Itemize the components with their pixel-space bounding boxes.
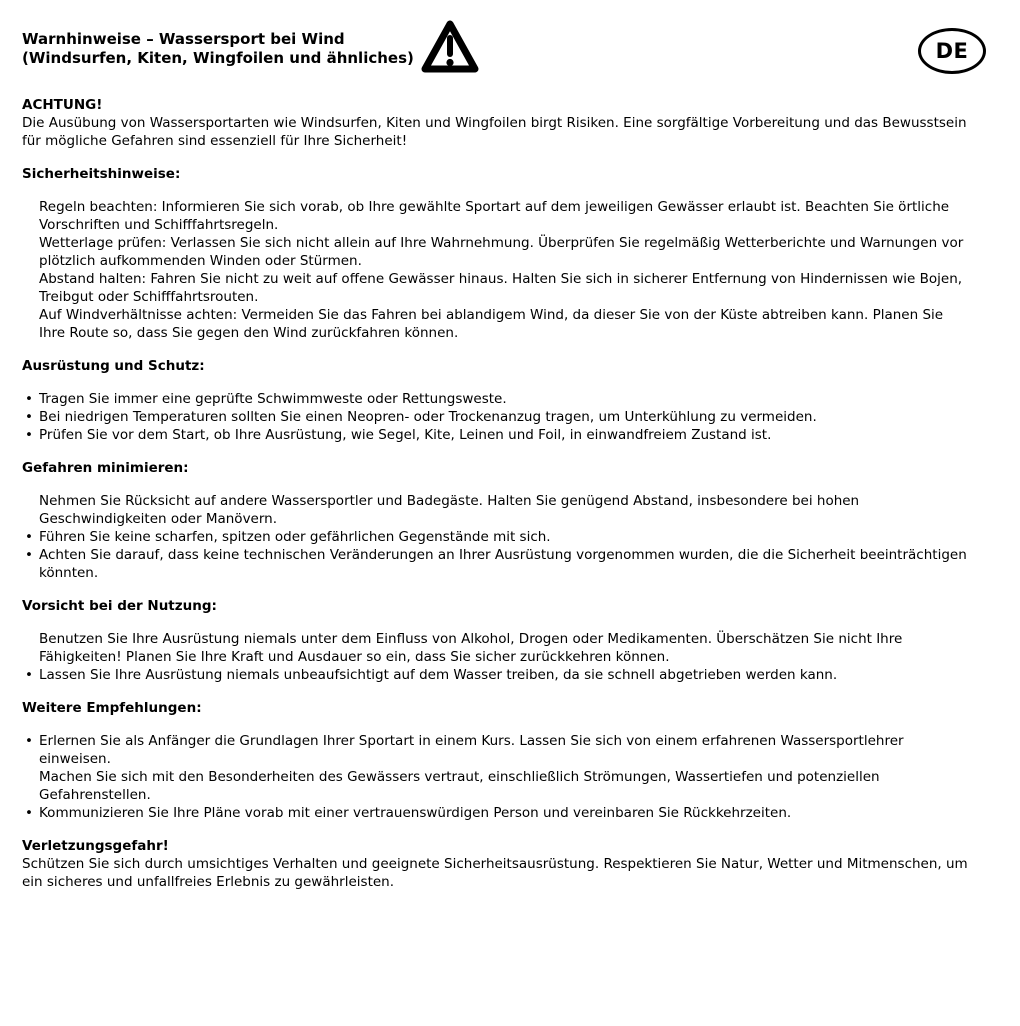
warning-triangle-icon <box>420 18 480 81</box>
bullet-item: • Führen Sie keine scharfen, spitzen oder gefährlichen Gegenstände mit sich. <box>39 528 972 546</box>
list-item: Auf Windverhältnisse achten: Vermeiden Sie das Fahren bei ablandigem Wind, da dieser Sie von der Küste abtreiben kann. Planen Sie Ihre Route so, dass Sie gegen den Wind zurückfahren können. <box>39 307 944 341</box>
section-minimize-risks <box>22 459 972 582</box>
section-usage-caution <box>22 597 972 684</box>
language-badge-label: DE <box>935 39 969 63</box>
bullet-item: • Bei niedrigen Temperaturen sollten Sie einen Neopren- oder Trockenanzug tragen, um Unterkühlung zu vermeiden. <box>39 408 972 426</box>
section-heading-safety: Sicherheitshinweise: <box>22 166 181 182</box>
bullet-item: • Erlernen Sie als Anfänger die Grundlagen Ihrer Sportart in einem Kurs. Lassen Sie sich von einem erfahrenen Wassersportlehrer einweisen. <box>39 732 972 768</box>
bullet-item: • Kommunizieren Sie Ihre Pläne vorab mit einer vertrauenswürdigen Person und vereinbaren Sie Rückkehrzeiten. <box>39 804 972 822</box>
list-item: Wetterlage prüfen: Verlassen Sie sich nicht allein auf Ihre Wahrnehmung. Überprüfen Sie regelmäßig Wetterberichte und Warnungen vor plötzlich aufkommenden Winden oder Stürmen. <box>39 235 964 269</box>
page-title-line2: (Windsurfen, Kiten, Wingfoilen und ähnliches) <box>22 48 414 67</box>
list-item: Abstand halten: Fahren Sie nicht zu weit auf offene Gewässer hinaus. Halten Sie sich in sicherer Entfernung von Hindernissen wie Bojen, Treibgut oder Schifffahrtsrouten. <box>39 271 963 305</box>
bullet-item: • Lassen Sie Ihre Ausrüstung niemals unbeaufsichtigt auf dem Wasser treiben, da sie schnell abgetrieben werden kann. <box>39 666 972 684</box>
section-heading-minimize: Gefahren minimieren: <box>22 460 189 476</box>
section-recommendations <box>22 699 972 822</box>
section-equipment <box>22 357 972 444</box>
list-item: Machen Sie sich mit den Besonderheiten des Gewässers vertraut, einschließlich Strömungen, Wassertiefen und potenziellen Gefahrenstellen. <box>39 769 880 803</box>
section-injury-risk <box>22 837 972 891</box>
list-item: Benutzen Sie Ihre Ausrüstung niemals unter dem Einfluss von Alkohol, Drogen oder Medikamenten. Überschätzen Sie nicht Ihre Fähigkeiten! Planen Sie Ihre Kraft und Ausdauer so ein, dass Sie sicher zurückkehren können. <box>39 631 903 665</box>
bullet-item: • Prüfen Sie vor dem Start, ob Ihre Ausrüstung, wie Segel, Kite, Leinen und Foil, in einwandfreiem Zustand ist. <box>39 426 972 444</box>
section-attention <box>22 96 972 150</box>
bullet-item: • Achten Sie darauf, dass keine technischen Veränderungen an Ihrer Ausrüstung vorgenommen wurden, die die Sicherheit beeinträchtigen könnten. <box>39 546 972 582</box>
page-title <box>22 16 414 67</box>
injury-body: Schützen Sie sich durch umsichtiges Verhalten und geeignete Sicherheitsausrüstung. Respektieren Sie Natur, Wetter und Mitmenschen, um ein sicheres und unfallfreies Erlebnis zu gewährleisten. <box>22 856 968 890</box>
page-title-line1: Warnhinweise – Wassersport bei Wind <box>22 30 345 48</box>
section-heading-recommendations: Weitere Empfehlungen: <box>22 700 202 716</box>
list-item: Nehmen Sie Rücksicht auf andere Wassersportler und Badegäste. Halten Sie genügend Abstand, insbesondere bei hohen Geschwindigkeiten oder Manövern. <box>39 493 860 527</box>
attention-body: Die Ausübung von Wassersportarten wie Windsurfen, Kiten und Wingfoilen birgt Risiken. Eine sorgfältige Vorbereitung und das Bewusstsein für mögliche Gefahren sind essenziell für Ihre Sicherheit! <box>22 115 967 149</box>
section-heading-caution: Vorsicht bei der Nutzung: <box>22 598 217 614</box>
bullet-item: • Tragen Sie immer eine geprüfte Schwimmweste oder Rettungsweste. <box>39 390 972 408</box>
section-heading-attention: ACHTUNG! <box>22 97 103 113</box>
list-item: Regeln beachten: Informieren Sie sich vorab, ob Ihre gewählte Sportart auf dem jeweiligen Gewässer erlaubt ist. Beachten Sie örtliche Vorschriften und Schifffahrtsregeln. <box>39 199 950 233</box>
language-badge <box>918 28 986 74</box>
section-heading-equipment: Ausrüstung und Schutz: <box>22 358 205 374</box>
section-heading-injury: Verletzungsgefahr! <box>22 838 169 854</box>
section-safety-notes <box>22 165 972 342</box>
document-header <box>22 16 972 81</box>
